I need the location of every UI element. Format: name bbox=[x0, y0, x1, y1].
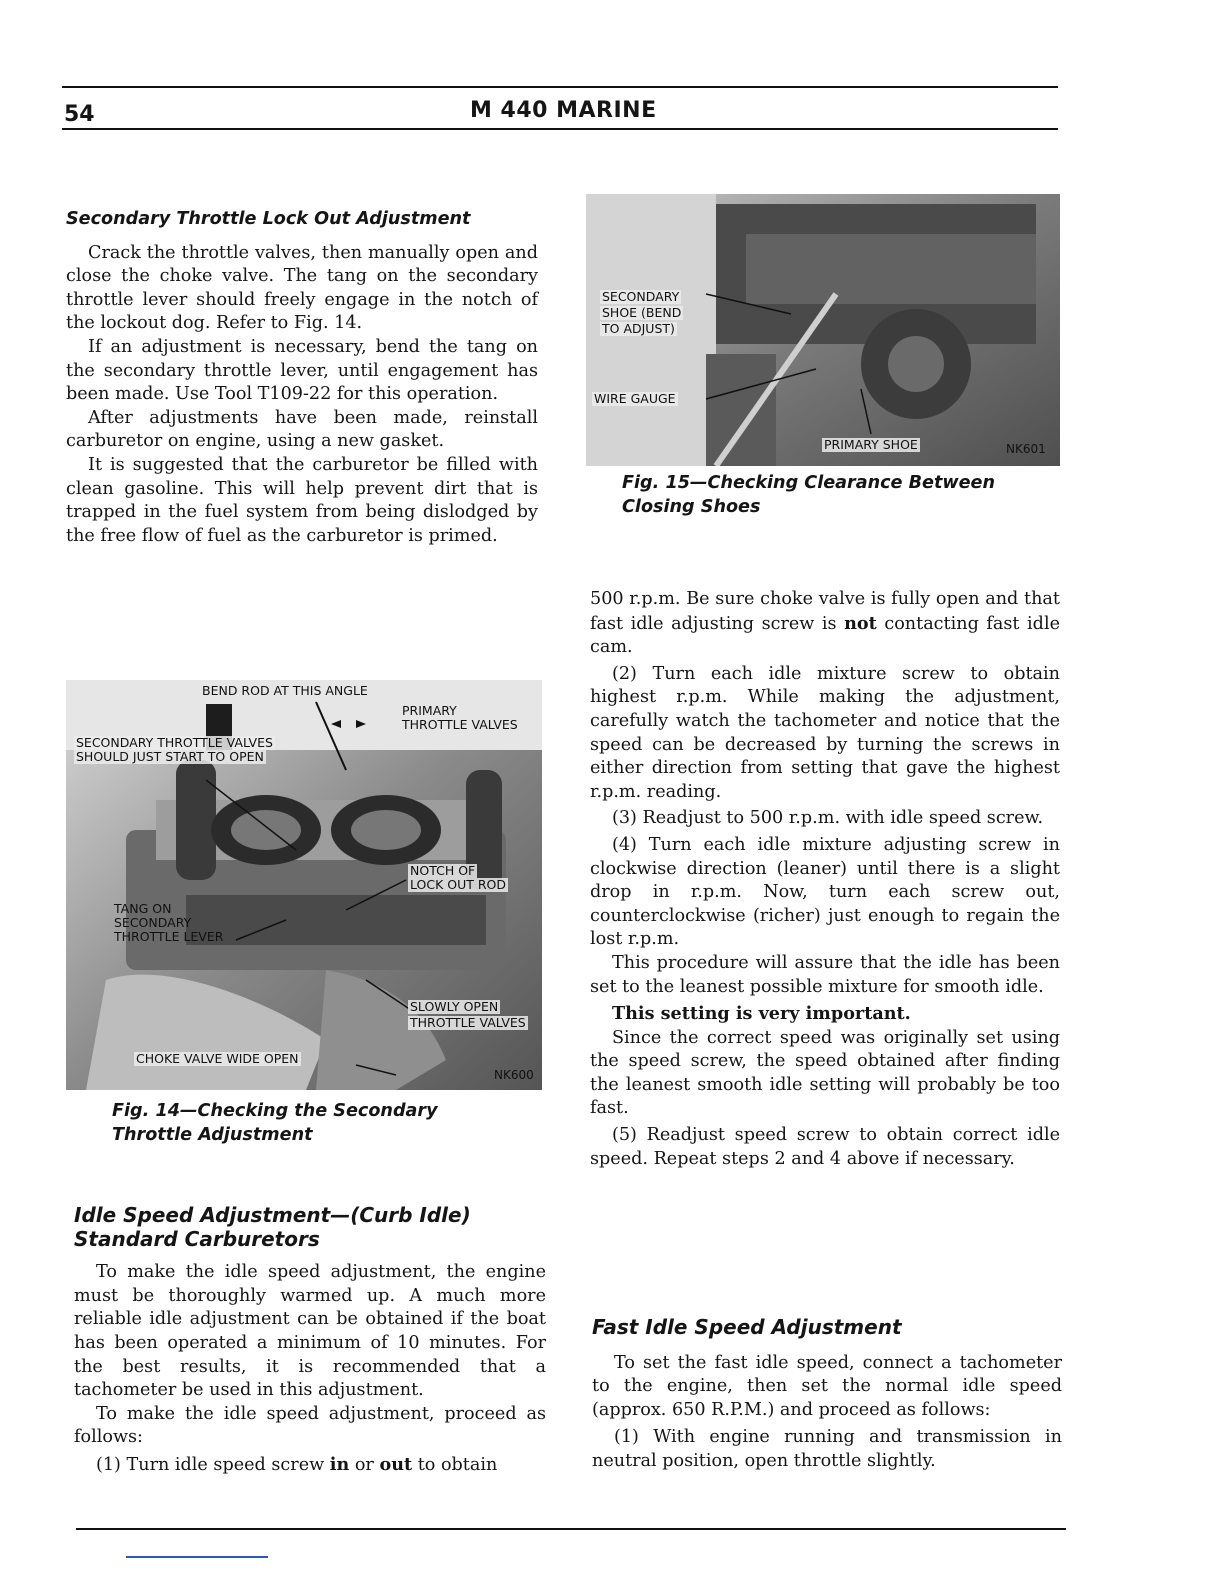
label-notch-2: LOCK OUT ROD bbox=[410, 877, 507, 892]
label-secondary-shoe-1: SECONDARY bbox=[602, 289, 680, 304]
header-top-rule bbox=[62, 86, 1058, 88]
step-1-continued: 500 r.p.m. Be sure choke valve is fully open and that fast idle adjusting screw is not contacting fast idle cam. bbox=[590, 589, 1060, 658]
important-note: This setting is very important. bbox=[612, 1003, 911, 1025]
label-tang-3: THROTTLE LEVER bbox=[114, 929, 224, 944]
paragraph: If an adjustment is necessary, bend the tang on the secondary throttle lever, until engagement has been made. Use Tool T109-22 for this operation. bbox=[66, 336, 538, 405]
figure-15-photo bbox=[586, 194, 1060, 466]
step-5: (5) Readjust speed screw to obtain correct idle speed. Repeat steps 2 and 4 above if necessary. bbox=[590, 1125, 1060, 1169]
label-tang-1: TANG ON bbox=[114, 901, 172, 916]
paragraph: After adjustments have been made, reinstall carburetor on engine, using a new gasket. bbox=[66, 407, 538, 452]
label-bend-rod: BEND ROD AT THIS ANGLE bbox=[202, 683, 368, 698]
label-secondary-shoe-3: TO ADJUST) bbox=[602, 321, 675, 336]
label-notch-1: NOTCH OF bbox=[410, 863, 476, 878]
paragraph: It is suggested that the carburetor be filled with clean gasoline. This will help prevent dirt that is trapped in the fuel system from being dislodged by the free flow of fuel as the carburetor is primed. bbox=[66, 454, 538, 546]
left-column-top bbox=[66, 208, 538, 548]
step-1: (1) With engine running and transmission in neutral position, open throttle slightly. bbox=[592, 1427, 1062, 1471]
label-primary-throttle-valves: THROTTLE VALVES bbox=[402, 717, 518, 732]
label-secondary-valves-2: SHOULD JUST START TO OPEN bbox=[76, 749, 264, 764]
footer-blue-rule bbox=[126, 1556, 268, 1558]
paragraph: Crack the throttle valves, then manually open and close the choke valve. The tang on the secondary throttle lever should freely engage in the notch of the lockout dog. Refer to Fig. 14. bbox=[66, 242, 538, 334]
left-column-bottom bbox=[74, 1204, 546, 1478]
step-1: (1) Turn idle speed screw in or out to obtain bbox=[96, 1453, 498, 1475]
right-column-bottom bbox=[592, 1316, 1062, 1474]
page-number: 54 bbox=[64, 102, 95, 127]
section-heading-fast-idle: Fast Idle Speed Adjustment bbox=[592, 1315, 902, 1339]
figure-code: NK601 bbox=[1006, 442, 1046, 456]
label-wire-gauge: WIRE GAUGE bbox=[594, 391, 676, 406]
label-tang-2: SECONDARY bbox=[114, 915, 192, 930]
page-title: M 440 MARINE bbox=[470, 98, 657, 123]
step-3: (3) Readjust to 500 r.p.m. with idle speed screw. bbox=[612, 808, 1044, 829]
right-column bbox=[590, 588, 1060, 1171]
label-slowly-open-1: SLOWLY OPEN bbox=[410, 999, 499, 1014]
paragraph: To set the fast idle speed, connect a tachometer to the engine, then set the normal idle speed (approx. 650 R.P.M.) and proceed as follows: bbox=[592, 1352, 1062, 1420]
label-choke-open: CHOKE VALVE WIDE OPEN bbox=[136, 1051, 299, 1066]
label-secondary-valves-1: SECONDARY THROTTLE VALVES bbox=[76, 735, 273, 750]
paragraph: To make the idle speed adjustment, proceed as follows: bbox=[74, 1403, 546, 1448]
step-4: (4) Turn each idle mixture adjusting screw in clockwise direction (leaner) until there is a slight drop in r.p.m. Now, turn each screw out, counterclockwise (richer) just enough to regain the lost r.p.m. bbox=[590, 834, 1060, 950]
paragraph: Since the correct speed was originally set using the speed screw, the speed obtained after finding the leanest smooth idle setting will probably be too fast. bbox=[590, 1027, 1060, 1119]
section-heading-idle-speed: Idle Speed Adjustment—(Curb Idle) bbox=[74, 1203, 471, 1227]
section-heading-lockout: Secondary Throttle Lock Out Adjustment bbox=[66, 209, 471, 229]
label-primary: PRIMARY bbox=[402, 703, 457, 718]
figure-14-caption: Fig. 14—Checking the Secondary Throttle Adjustment bbox=[112, 1101, 438, 1145]
figure-code: NK600 bbox=[494, 1068, 534, 1082]
header-bottom-rule bbox=[62, 128, 1058, 130]
paragraph: To make the idle speed adjustment, the engine must be thoroughly warmed up. A much more reliable idle adjustment can be obtained if the boat has been operated a minimum of 10 minutes. For the best results, it is recommended that a tachometer be used in this adjustment. bbox=[74, 1262, 546, 1401]
paragraph: This procedure will assure that the idle has been set to the leanest possible mixture for smooth idle. bbox=[590, 952, 1060, 997]
figure-14-photo bbox=[66, 680, 542, 1090]
label-primary-shoe: PRIMARY SHOE bbox=[824, 437, 918, 452]
label-slowly-open-2: THROTTLE VALVES bbox=[410, 1015, 526, 1030]
label-secondary-shoe-2: SHOE (BEND bbox=[602, 305, 682, 320]
figure-15-caption: Fig. 15—Checking Clearance Between Closing Shoes bbox=[622, 473, 996, 517]
footer-rule bbox=[76, 1528, 1066, 1530]
section-subheading-standard: Standard Carburetors bbox=[74, 1226, 320, 1251]
step-2: (2) Turn each idle mixture screw to obtain highest r.p.m. While making the adjustment, carefully watch the tachometer and notice that the speed can be decreased by turning the screws in either direction from setting that gave the highest r.p.m. reading. bbox=[590, 663, 1060, 802]
